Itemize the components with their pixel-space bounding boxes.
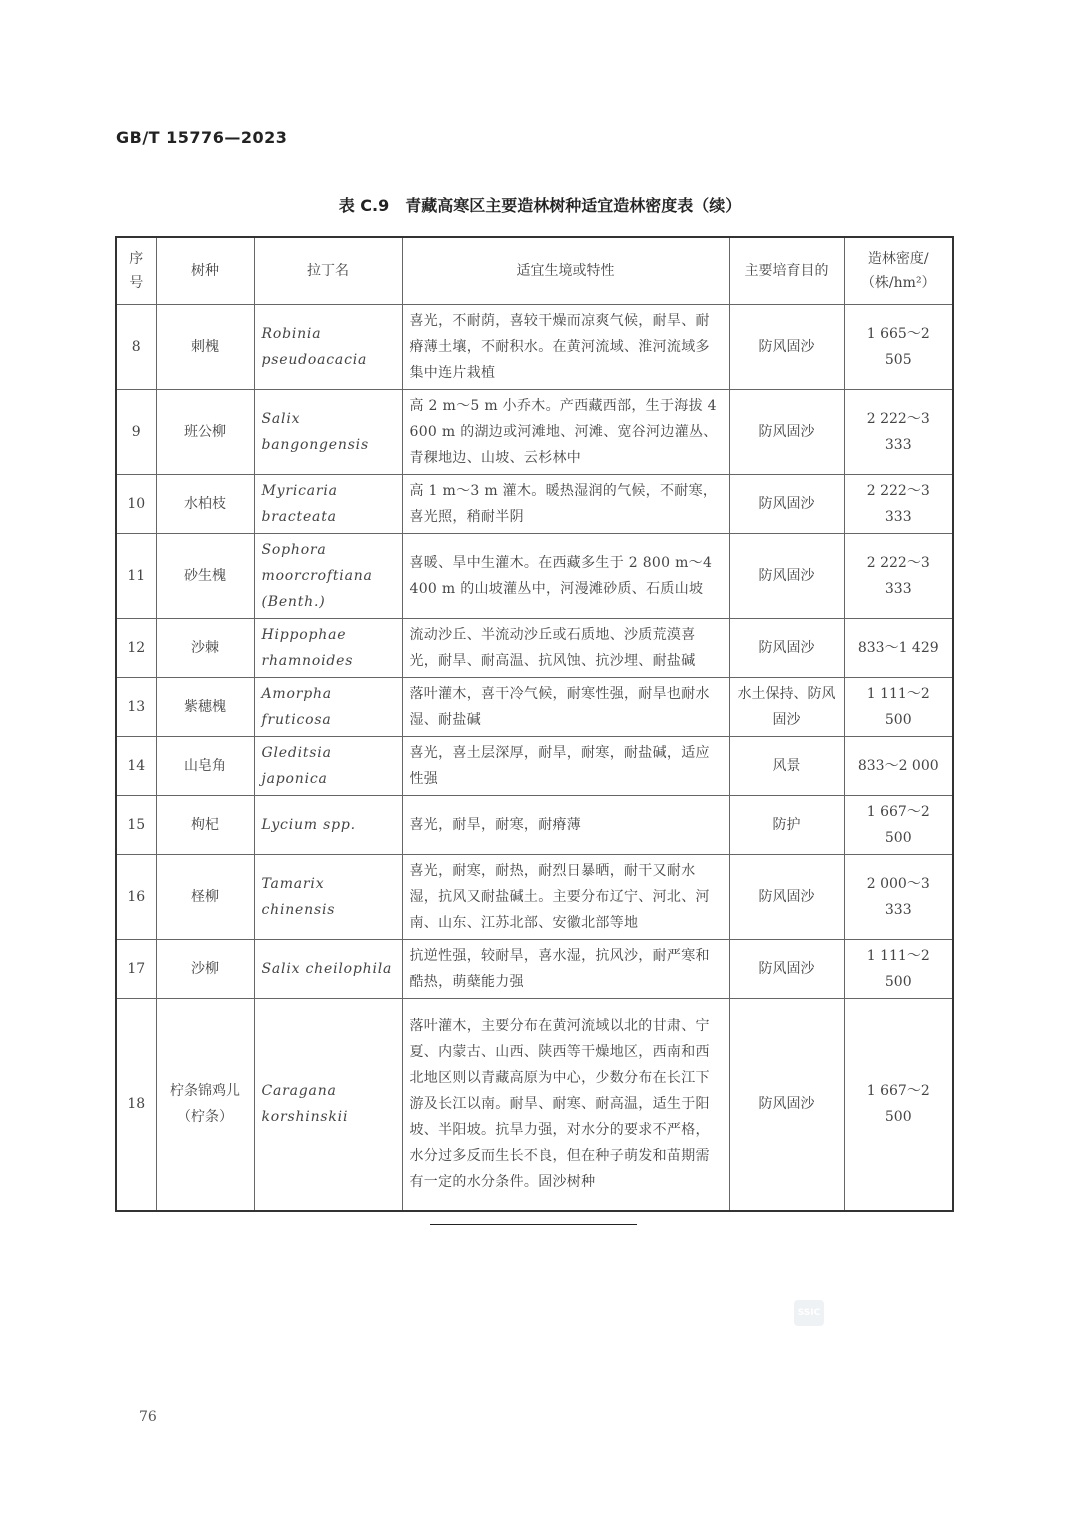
cell-index: 18 [116,999,156,1211]
cell-species: 沙柳 [156,940,254,999]
cell-purpose: 防护 [729,796,844,855]
cell-latin: Salix cheilophila [254,940,402,999]
cell-species: 水柏枝 [156,475,254,534]
table-row [116,737,953,796]
cell-index: 16 [116,855,156,940]
cell-density: 2 222～3 333 [844,390,953,475]
cell-purpose: 防风固沙 [729,855,844,940]
cell-density: 1 111～2 500 [844,940,953,999]
table-row [116,855,953,940]
cell-features: 抗逆性强，较耐旱，喜水湿，抗风沙，耐严寒和酷热，萌蘖能力强 [402,940,729,999]
cell-features: 流动沙丘、半流动沙丘或石质地、沙质荒漠喜光，耐旱、耐高温、抗风蚀、抗沙埋、耐盐碱 [402,619,729,678]
cell-density: 2 222～3 333 [844,475,953,534]
cell-latin: Lycium spp. [254,796,402,855]
table-title: 表 C.9 青藏高寒区主要造林树种适宜造林密度表（续） [338,196,742,215]
cell-latin: Amorpha fruticosa [254,678,402,737]
cell-species: 沙棘 [156,619,254,678]
cell-latin: Caragana korshinskii [254,999,402,1211]
table-row [116,534,953,619]
table-body [116,305,953,1211]
cell-features: 高 2 m～5 m 小乔木。产西藏西部，生于海拔 4 600 m 的湖边或河滩地、河滩、宽谷河边灌丛、青稞地边、山坡、云杉林中 [402,390,729,475]
cell-density: 1 111～2 500 [844,678,953,737]
col-header-index: 序号 [116,237,156,305]
end-divider [430,1224,637,1225]
table-row [116,999,953,1211]
cell-purpose: 防风固沙 [729,940,844,999]
cell-species: 紫穗槐 [156,678,254,737]
cell-latin: Robinia pseudoacacia [254,305,402,390]
cell-index: 11 [116,534,156,619]
table-header-row [116,237,953,305]
cell-purpose: 防风固沙 [729,390,844,475]
cell-species: 枸杞 [156,796,254,855]
cell-species: 柽柳 [156,855,254,940]
col-header-purpose: 主要培育目的 [729,237,844,305]
table-row [116,678,953,737]
cell-species: 柠条锦鸡儿（柠条） [156,999,254,1211]
cell-features: 高 1 m～3 m 灌木。暖热湿润的气候，不耐寒，喜光照，稍耐半阴 [402,475,729,534]
cell-density: 1 665～2 505 [844,305,953,390]
cell-density: 2 222～3 333 [844,534,953,619]
cell-purpose: 风景 [729,737,844,796]
cell-index: 13 [116,678,156,737]
cell-density: 2 000～3 333 [844,855,953,940]
cell-latin: Myricaria bracteata [254,475,402,534]
cell-index: 12 [116,619,156,678]
table-row [116,475,953,534]
cell-features: 喜光，耐寒，耐热，耐烈日暴晒，耐干又耐水湿，抗风又耐盐碱土。主要分布辽宁、河北、河南、山东、江苏北部、安徽北部等地 [402,855,729,940]
cell-species: 砂生槐 [156,534,254,619]
table-row [116,619,953,678]
density-table [115,236,954,1212]
cell-features: 落叶灌木，主要分布在黄河流域以北的甘肃、宁夏、内蒙古、山西、陕西等干燥地区，西南和西北地区则以青藏高原为中心，少数分布在长江下游及长江以南。耐旱、耐寒、耐高温，适生于阳坡、半阳坡。抗旱力强，对水分的要求不严格，水分过多反而生长不良，但在种子萌发和苗期需有一定的水分条件。固沙树种 [402,999,729,1211]
col-header-density-line1: 造林密度/ [867,251,929,267]
cell-species: 山皂角 [156,737,254,796]
cell-density: 1 667～2 500 [844,796,953,855]
cell-index: 17 [116,940,156,999]
cell-latin: Salix bangongensis [254,390,402,475]
col-header-latin: 拉丁名 [254,237,402,305]
cell-features: 喜光，耐旱，耐寒，耐瘠薄 [402,796,729,855]
cell-latin: Sophora moorcroftiana (Benth.) [254,534,402,619]
table-row [116,390,953,475]
cell-purpose: 防风固沙 [729,475,844,534]
col-header-density-line2: （株/hm²） [860,275,936,291]
page-number: 76 [139,1409,157,1425]
cell-index: 8 [116,305,156,390]
cell-density: 833～2 000 [844,737,953,796]
cell-density: 833～1 429 [844,619,953,678]
cell-species: 刺槐 [156,305,254,390]
col-header-species: 树种 [156,237,254,305]
cell-latin: Tamarix chinensis [254,855,402,940]
cell-species: 班公柳 [156,390,254,475]
cell-purpose: 防风固沙 [729,999,844,1211]
cell-features: 喜光，喜土层深厚，耐旱，耐寒，耐盐碱，适应性强 [402,737,729,796]
cell-latin: Gleditsia japonica [254,737,402,796]
cell-purpose: 防风固沙 [729,534,844,619]
table-row [116,940,953,999]
col-header-features: 适宜生境或特性 [402,237,729,305]
cell-purpose: 防风固沙 [729,619,844,678]
cell-features: 喜暖、旱中生灌木。在西藏多生于 2 800 m～4 400 m 的山坡灌丛中，河漫滩砂质、石质山坡 [402,534,729,619]
cell-purpose: 水土保持、防风固沙 [729,678,844,737]
cell-purpose: 防风固沙 [729,305,844,390]
col-header-density [844,237,953,305]
cell-latin: Hippophae rhamnoides [254,619,402,678]
cell-features: 落叶灌木，喜干冷气候，耐寒性强，耐旱也耐水湿、耐盐碱 [402,678,729,737]
table-row [116,305,953,390]
cell-density: 1 667～2 500 [844,999,953,1211]
cell-index: 10 [116,475,156,534]
watermark-logo: SSIC [794,1300,824,1326]
standard-code: GB/T 15776—2023 [116,128,288,147]
cell-index: 15 [116,796,156,855]
cell-index: 9 [116,390,156,475]
table-row [116,796,953,855]
cell-features: 喜光，不耐荫，喜较干燥而凉爽气候，耐旱、耐瘠薄土壤，不耐积水。在黄河流域、淮河流域多集中连片栽植 [402,305,729,390]
cell-index: 14 [116,737,156,796]
